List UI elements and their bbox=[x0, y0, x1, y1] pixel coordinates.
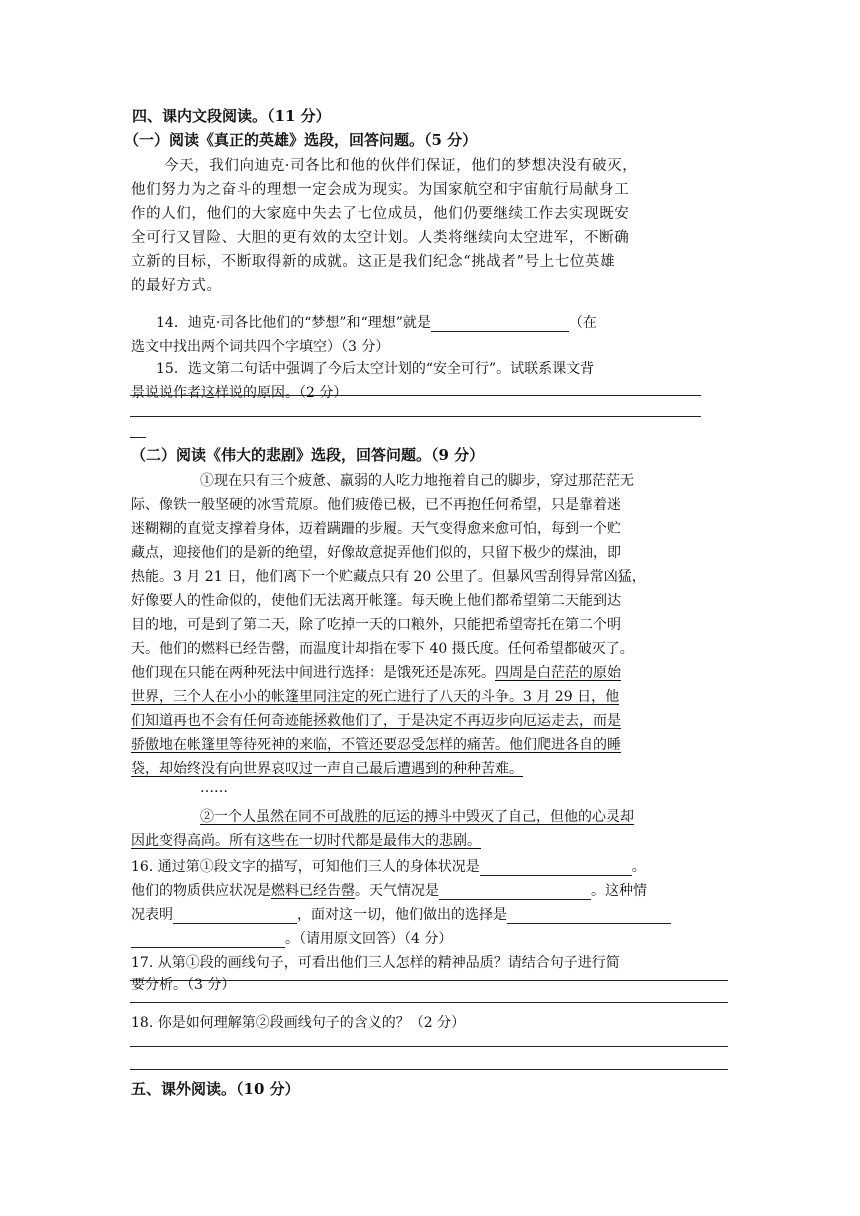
question-16-line3: 况表明 ，面对这一切，他们做出的选择是 bbox=[131, 904, 671, 924]
underlined-sentence: 袋，却始终没有向世界哀叹过一声自己最后遭遇到的种种苦难。 bbox=[131, 761, 523, 777]
q17-answer-line[interactable] bbox=[130, 1002, 728, 1003]
q14-answer-blank[interactable] bbox=[431, 313, 569, 332]
question-15-line2: 景说说作者这样说的原因。（2 分） bbox=[131, 385, 348, 401]
question-17-line1: 17. 从第①段的画线句子，可看出他们三人怎样的精神品质？请结合句子进行简 bbox=[131, 955, 620, 971]
passage-line: 立新的目标，不断取得新的成就。这正是我们纪念“挑战者”号上七位英雄 bbox=[131, 254, 616, 270]
question-16-line1: 16. 通过第①段文字的描写，可知他们三人的身体状况是 。 bbox=[131, 859, 646, 875]
passage-line: 的最好方式。 bbox=[131, 278, 222, 294]
q16-weather-blank[interactable] bbox=[439, 881, 591, 900]
q16-supply-answer: 燃料已经告罄 bbox=[271, 883, 355, 899]
passage-line: ①现在只有三个疲惫、羸弱的人吃力地拖着自己的脚步，穿过那茫茫无 bbox=[200, 473, 634, 489]
passage-line: 他们努力为之奋斗的理想一定会成为现实。为国家航空和宇宙航行局献身工 bbox=[131, 182, 630, 198]
passage-line: 迷糊糊的直觉支撑着身体，迈着蹒跚的步履。天气变得愈来愈可怕，每到一个贮 bbox=[131, 521, 621, 537]
q16-choice-blank[interactable] bbox=[507, 905, 671, 924]
section-5-title: 五、课外阅读。（10 分） bbox=[131, 1080, 300, 1098]
passage-line: 他们现在只能在两种死法中间进行选择：是饿死还是冻死。四周是白茫茫的原始 bbox=[131, 665, 621, 681]
underlined-sentence: 因此变得高尚。所有这些在一切时代都是最伟大的悲剧。 bbox=[131, 833, 481, 849]
question-14-line2: 选文中找出两个词共四个字填空）（3 分） bbox=[131, 339, 390, 355]
part-1-title: （一）阅读《真正的英雄》选段，回答问题。（5 分） bbox=[124, 131, 478, 149]
ellipsis: …… bbox=[200, 780, 228, 796]
q15-answer-line[interactable] bbox=[130, 416, 701, 417]
question-15-line1: 15．选文第二句话中强调了今后太空计划的“安全可行”。试联系课文背 bbox=[156, 361, 595, 377]
passage-line: 目的地，可是到了第二天，除了吃掉一天的口粮外，只能把希望寄托在第二个明 bbox=[131, 617, 621, 633]
q15-answer-line[interactable] bbox=[130, 395, 701, 396]
question-17-line2: 要分析。（3 分） bbox=[131, 977, 236, 993]
passage-line: 热能。3 月 21 日，他们离下一个贮藏点只有 20 公里了。但暴风雪刮得异常凶猛， bbox=[131, 569, 646, 585]
question-14-line1: 14．迪克·司各比他们的“梦想”和“理想”就是 （在 bbox=[156, 315, 597, 331]
passage-line: 今天，我们向迪克·司各比和他的伙伴们保证，他们的梦想决没有破灭， bbox=[164, 158, 638, 174]
q16-choice-blank-cont[interactable] bbox=[131, 929, 285, 948]
underlined-sentence: ②一个人虽然在同不可战胜的厄运的搏斗中毁灭了自己，但他的心灵却 bbox=[200, 809, 634, 825]
q17-answer-line[interactable] bbox=[130, 980, 728, 981]
q16-body-blank[interactable] bbox=[480, 857, 632, 876]
passage-line: 全可行又冒险、大胆的更有效的太空计划。人类将继续向太空进军，不断确 bbox=[131, 230, 630, 246]
q18-answer-line[interactable] bbox=[130, 1046, 728, 1047]
question-18: 18. 你是如何理解第②段画线句子的含义的？（2 分） bbox=[131, 1015, 466, 1031]
part-2-title: （二）阅读《伟大的悲剧》选段，回答问题。（9 分） bbox=[131, 446, 485, 464]
passage-line: 好像要人的性命似的，使他们无法离开帐篷。每天晚上他们都希望第二天能到达 bbox=[131, 593, 621, 609]
underlined-sentence: 世界，三个人在小小的帐篷里同注定的死亡进行了八天的斗争。3 月 29 日，他 bbox=[131, 689, 620, 705]
section-4-title: 四、课内文段阅读。（11 分） bbox=[132, 107, 331, 125]
q16-meaning-blank[interactable] bbox=[173, 905, 297, 924]
passage-line: 际、像铁一般坚硬的冰雪荒原。他们疲倦已极，已不再抱任何希望，只是靠着迷 bbox=[131, 497, 621, 513]
underlined-sentence: 骄傲地在帐篷里等待死神的来临，不管还要忍受怎样的痛苦。他们爬进各自的睡 bbox=[131, 737, 621, 753]
underlined-sentence: 四周是白茫茫的原始 bbox=[495, 665, 621, 681]
passage-line: 藏点，迎接他们的是新的绝望，好像故意捉弄他们似的，只留下极少的煤油，即 bbox=[131, 545, 621, 561]
q18-answer-line[interactable] bbox=[130, 1069, 728, 1070]
passage-line: 天。他们的燃料已经告罄，而温度计却指在零下 40 摄氏度。任何希望都破灭了。 bbox=[131, 641, 634, 657]
q15-answer-line-stub[interactable] bbox=[130, 437, 146, 438]
underlined-sentence: 们知道再也不会有任何奇迹能拯救他们了，于是决定不再迈步向厄运走去，而是 bbox=[131, 713, 621, 729]
passage-line: 作的人们，他们的大家庭中失去了七位成员，他们仍要继续工作去实现既安 bbox=[131, 206, 630, 222]
question-16-line4: 。（请用原文回答）（4 分） bbox=[131, 928, 452, 948]
question-16-line2: 他们的物质供应状况是燃料已经告罄。天气情况是 。这种情 bbox=[131, 883, 647, 899]
